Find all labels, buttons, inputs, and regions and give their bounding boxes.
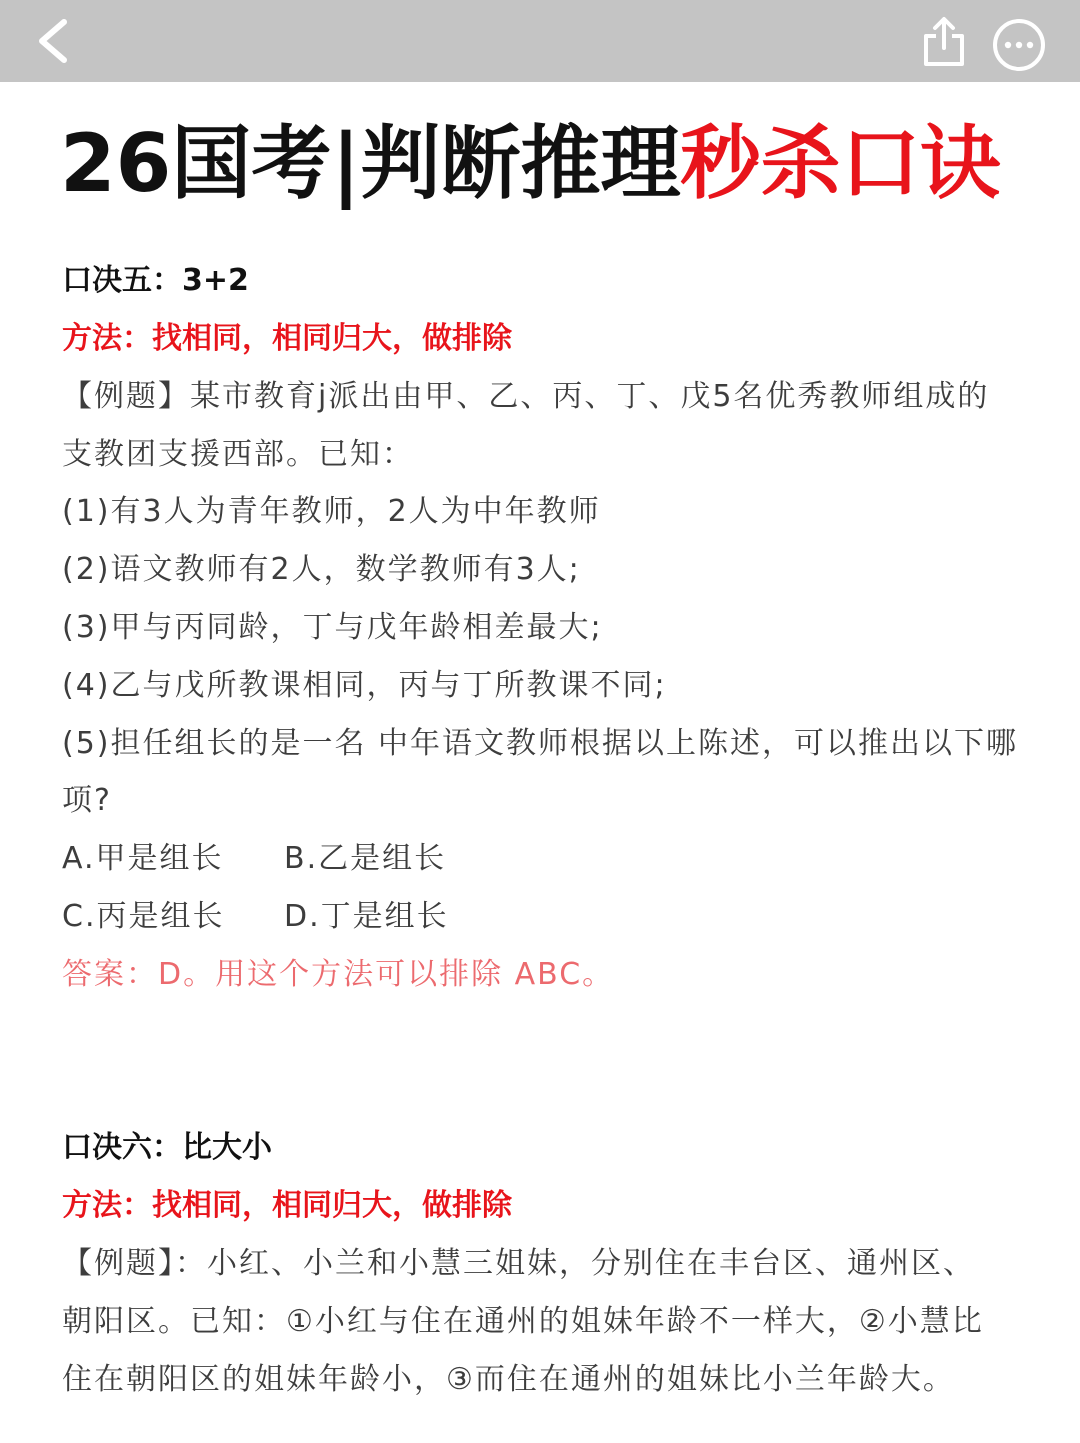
option-d: D.丁是组长 [284,899,449,934]
section6-example-line-3: 住在朝阳区的姐妹年龄小，③而住在通州的姐妹比小兰年龄大。 [62,1362,955,1397]
section6-example-line-2: 朝阳区。已知：①小红与住在通州的姐妹年龄不一样大，②小慧比 [62,1304,984,1339]
title-black-part: 26国考|判断推理 [60,117,681,210]
top-navigation-bar [0,0,1080,82]
section6-method: 方法：找相同，相同归大，做排除 [62,1188,512,1223]
page-title [60,112,1040,216]
section5-options-row-1 [62,839,1022,879]
section6-heading: 口决六：比大小 [62,1130,272,1165]
title-red-part: 秒杀口诀 [680,117,1001,210]
section6-example-line-1: 【例题】：小红、小兰和小慧三姐妹，分别住在丰台区、通州区、 [62,1246,975,1281]
section5-options-row-2 [62,897,1022,937]
share-icon[interactable] [918,14,970,70]
section5-condition-2: (2)语文教师有2人，数学教师有3人; [62,552,581,587]
option-a: A.甲是组长 [62,841,224,876]
section5-condition-5: (5)担任组长的是一名 中年语文教师根据以上陈述，可以推出以下哪 [62,726,1019,761]
option-b: B.乙是组长 [284,841,447,876]
section5-answer: 答案：D。用这个方法可以排除 ABC。 [62,957,615,992]
section5-example-line-1: 【例题】某市教育j派出由甲、乙、丙、丁、戊5名优秀教师组成的 [62,379,990,414]
section5-method: 方法：找相同，相同归大，做排除 [62,321,512,356]
section5-example-line-2: 支教团支援西部。已知： [62,437,414,472]
section5-condition-5-cont: 项? [62,783,112,818]
section5-condition-1: (1)有3人为青年教师，2人为中年教师 [62,494,601,529]
section5-condition-4: (4)乙与戊所教课相同，丙与丁所教课不同; [62,668,667,703]
option-c: C.丙是组长 [62,899,225,934]
section5-condition-3: (3)甲与丙同龄，丁与戊年龄相差最大; [62,610,603,645]
section5-heading: 口决五：3+2 [62,263,249,298]
more-icon[interactable] [990,16,1048,74]
back-arrow-icon[interactable] [30,16,78,66]
